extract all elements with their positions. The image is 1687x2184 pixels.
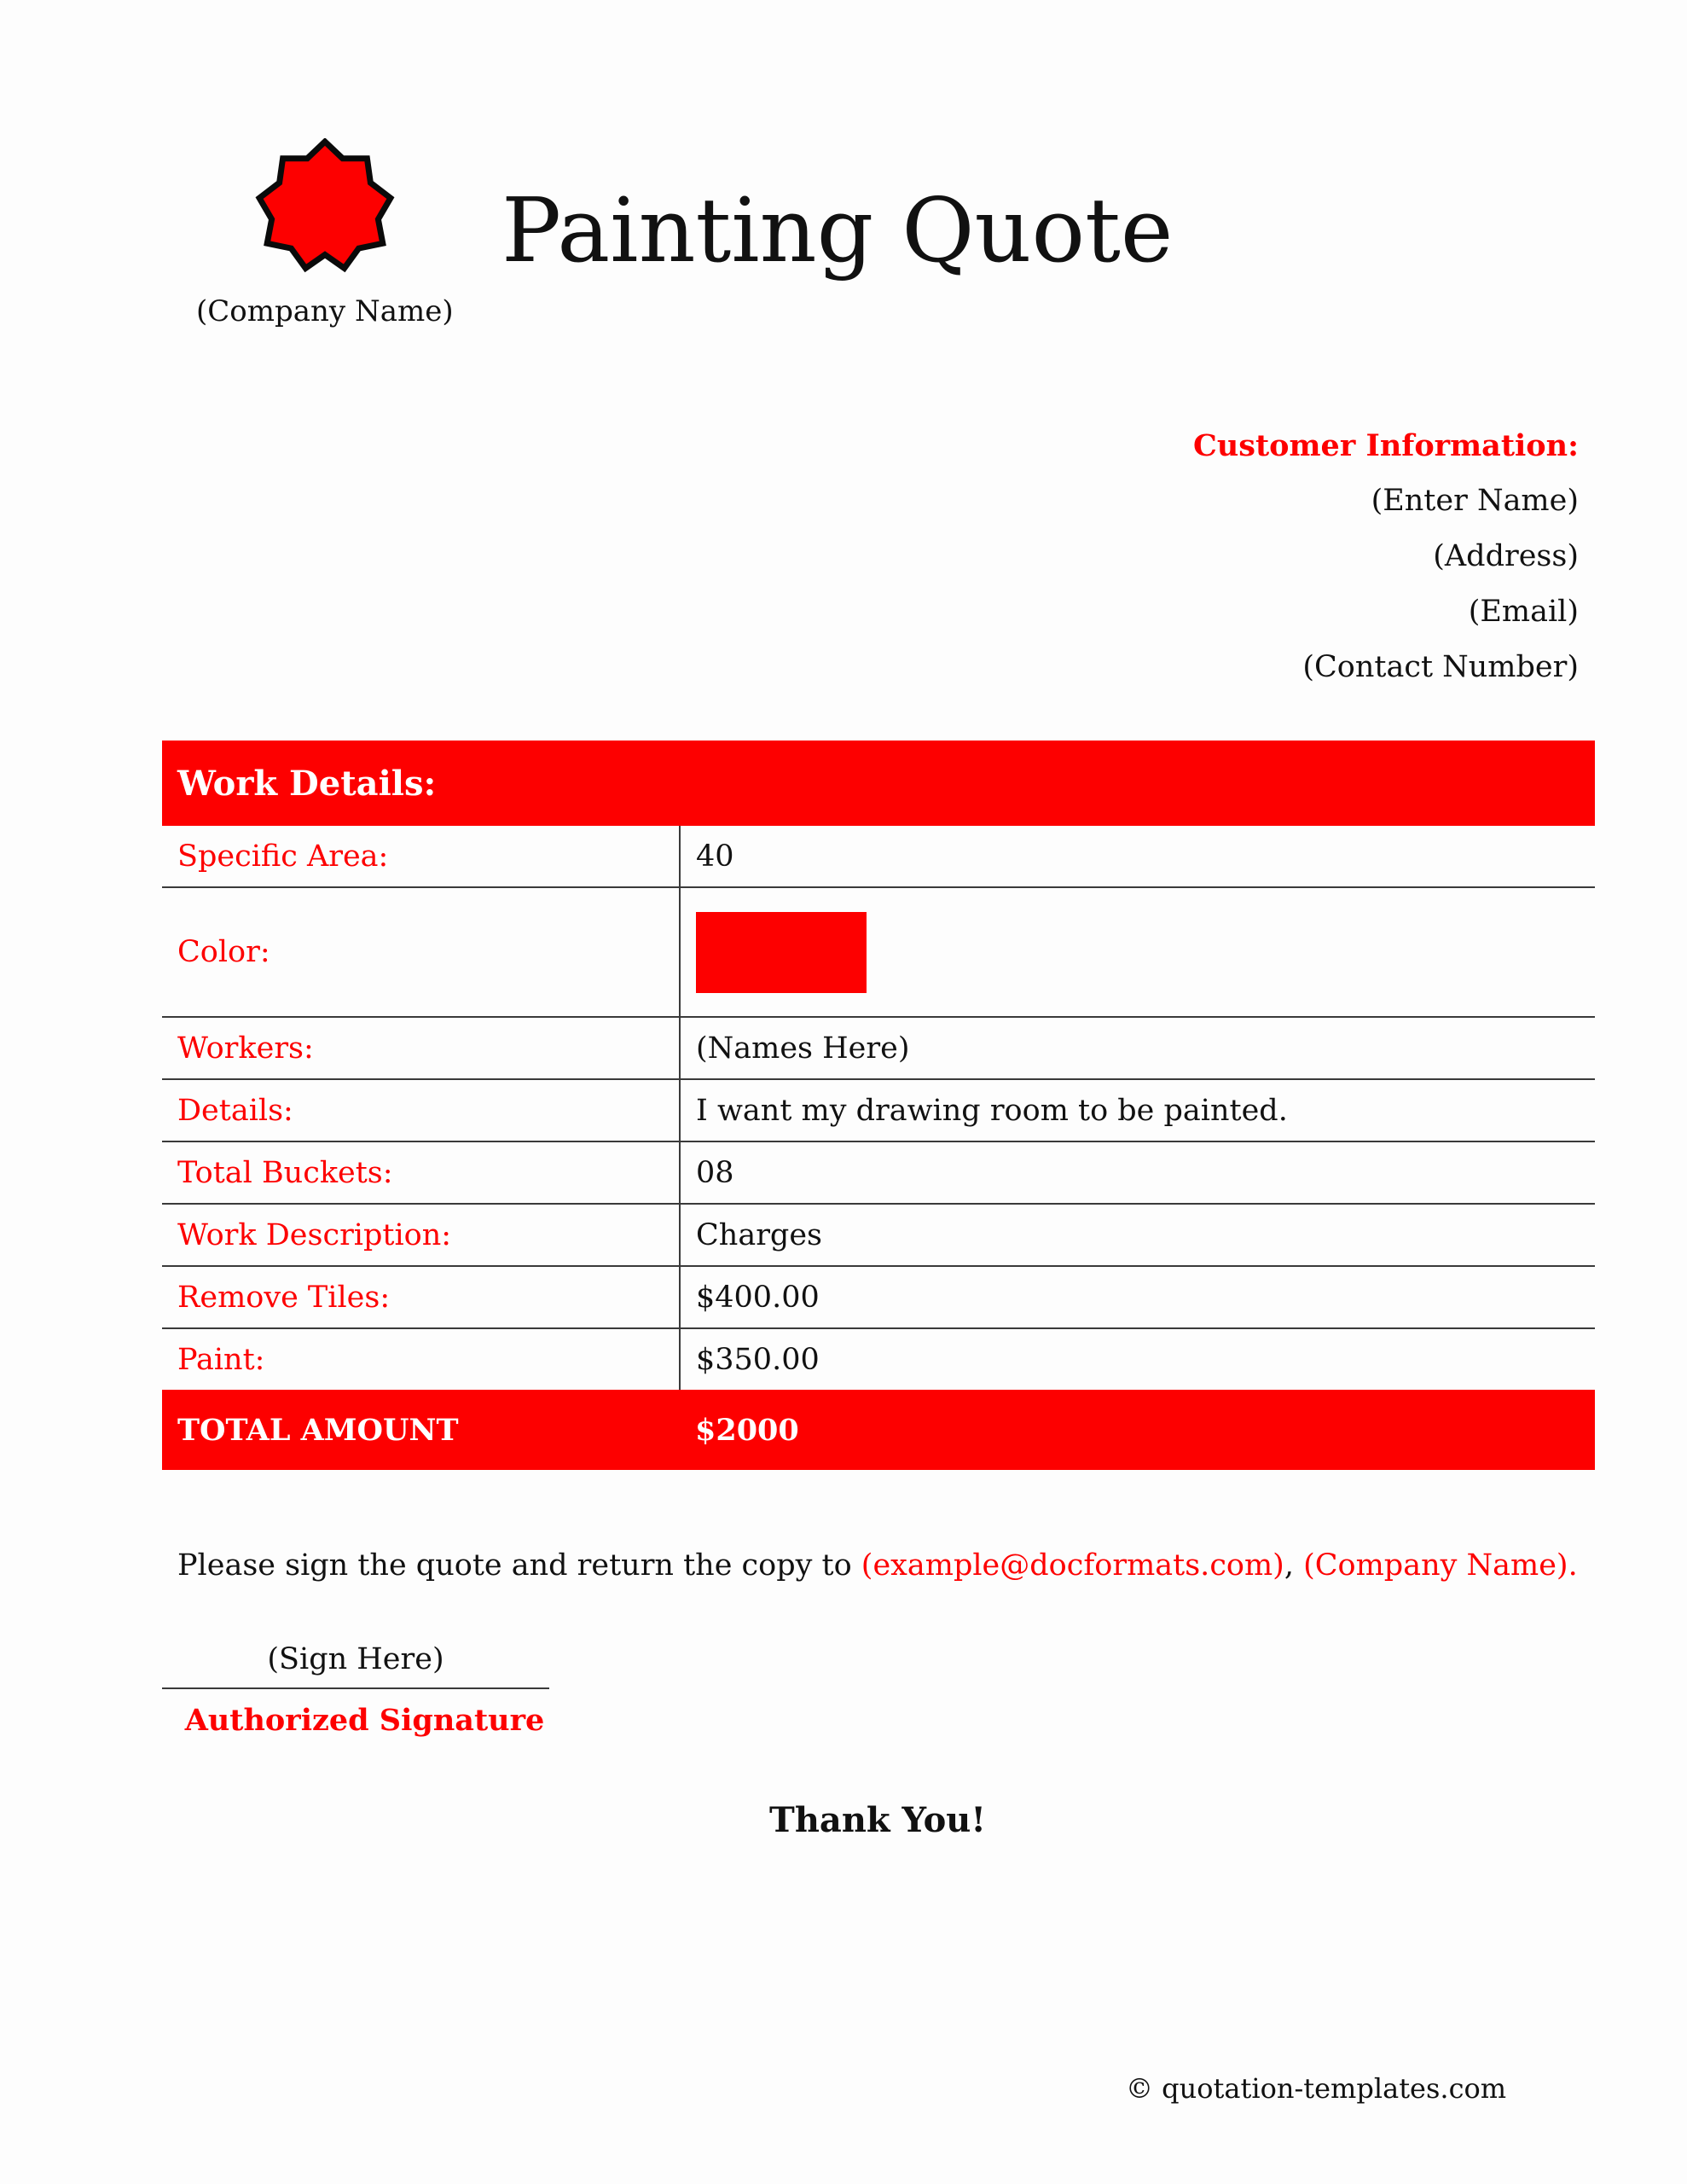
row-value[interactable]: $400.00 — [680, 1266, 1595, 1328]
table-header-row — [162, 741, 1595, 826]
separator-text: , — [1284, 1548, 1304, 1583]
table-row — [162, 1204, 1595, 1266]
authorized-signature-label: Authorized Signature — [184, 1703, 545, 1738]
table-row — [162, 1328, 1595, 1390]
customer-contact-field[interactable]: (Contact Number) — [1302, 650, 1579, 684]
row-value[interactable] — [680, 887, 1595, 1017]
row-value[interactable]: $350.00 — [696, 1342, 820, 1377]
work-details-heading: Work Details: — [162, 741, 1595, 826]
thank-you-text: Thank You! — [769, 1800, 986, 1840]
table-row — [162, 1017, 1595, 1079]
row-value[interactable]: Charges — [680, 1204, 1595, 1266]
customer-address-field[interactable]: (Address) — [1433, 539, 1579, 573]
copyright-footer: © quotation-templates.com — [1126, 2072, 1507, 2105]
customer-info — [1193, 418, 1579, 695]
row-label: Specific Area: — [162, 826, 680, 887]
sign-instructions — [177, 1544, 1578, 1587]
table-row — [162, 887, 1595, 1017]
row-label: Details: — [162, 1079, 680, 1141]
row-label: Work Description: — [162, 1204, 680, 1266]
total-label: TOTAL AMOUNT — [162, 1390, 680, 1470]
company-logo-icon — [253, 138, 397, 282]
customer-info-heading: Customer Information: — [1193, 428, 1579, 463]
row-value[interactable]: I want my drawing room to be painted. — [680, 1079, 1595, 1141]
signature-field[interactable]: (Sign Here) — [267, 1642, 444, 1676]
contact-email-link[interactable]: (example@docformats.com) — [861, 1548, 1284, 1583]
total-row — [162, 1390, 1595, 1470]
company-name-text: (Company Name). — [1303, 1548, 1578, 1583]
sign-instructions-text: Please sign the quote and return the copy to — [177, 1548, 861, 1583]
row-value[interactable]: 08 — [680, 1141, 1595, 1204]
table-row — [162, 826, 1595, 887]
customer-email-field[interactable]: (Email) — [1468, 595, 1579, 629]
badge-star-shape — [259, 142, 391, 268]
table-row — [162, 1141, 1595, 1204]
signature-line — [162, 1687, 549, 1689]
row-label: Color: — [162, 887, 680, 1017]
table-row — [162, 1079, 1595, 1141]
row-label: Remove Tiles: — [162, 1266, 680, 1328]
row-label: Total Buckets: — [162, 1141, 680, 1204]
row-value[interactable]: (Names Here) — [680, 1017, 1595, 1079]
row-label: Workers: — [162, 1017, 680, 1079]
company-name: (Company Name) — [196, 294, 454, 328]
row-value[interactable]: 40 — [680, 826, 1595, 887]
total-value: $2000 — [680, 1390, 1595, 1470]
table-row — [162, 1266, 1595, 1328]
work-details-table — [162, 741, 1595, 1470]
page-title: Painting Quote — [501, 178, 1174, 282]
row-label: Paint: — [162, 1328, 680, 1390]
color-swatch[interactable] — [696, 912, 867, 993]
customer-name-field[interactable]: (Enter Name) — [1371, 484, 1579, 518]
